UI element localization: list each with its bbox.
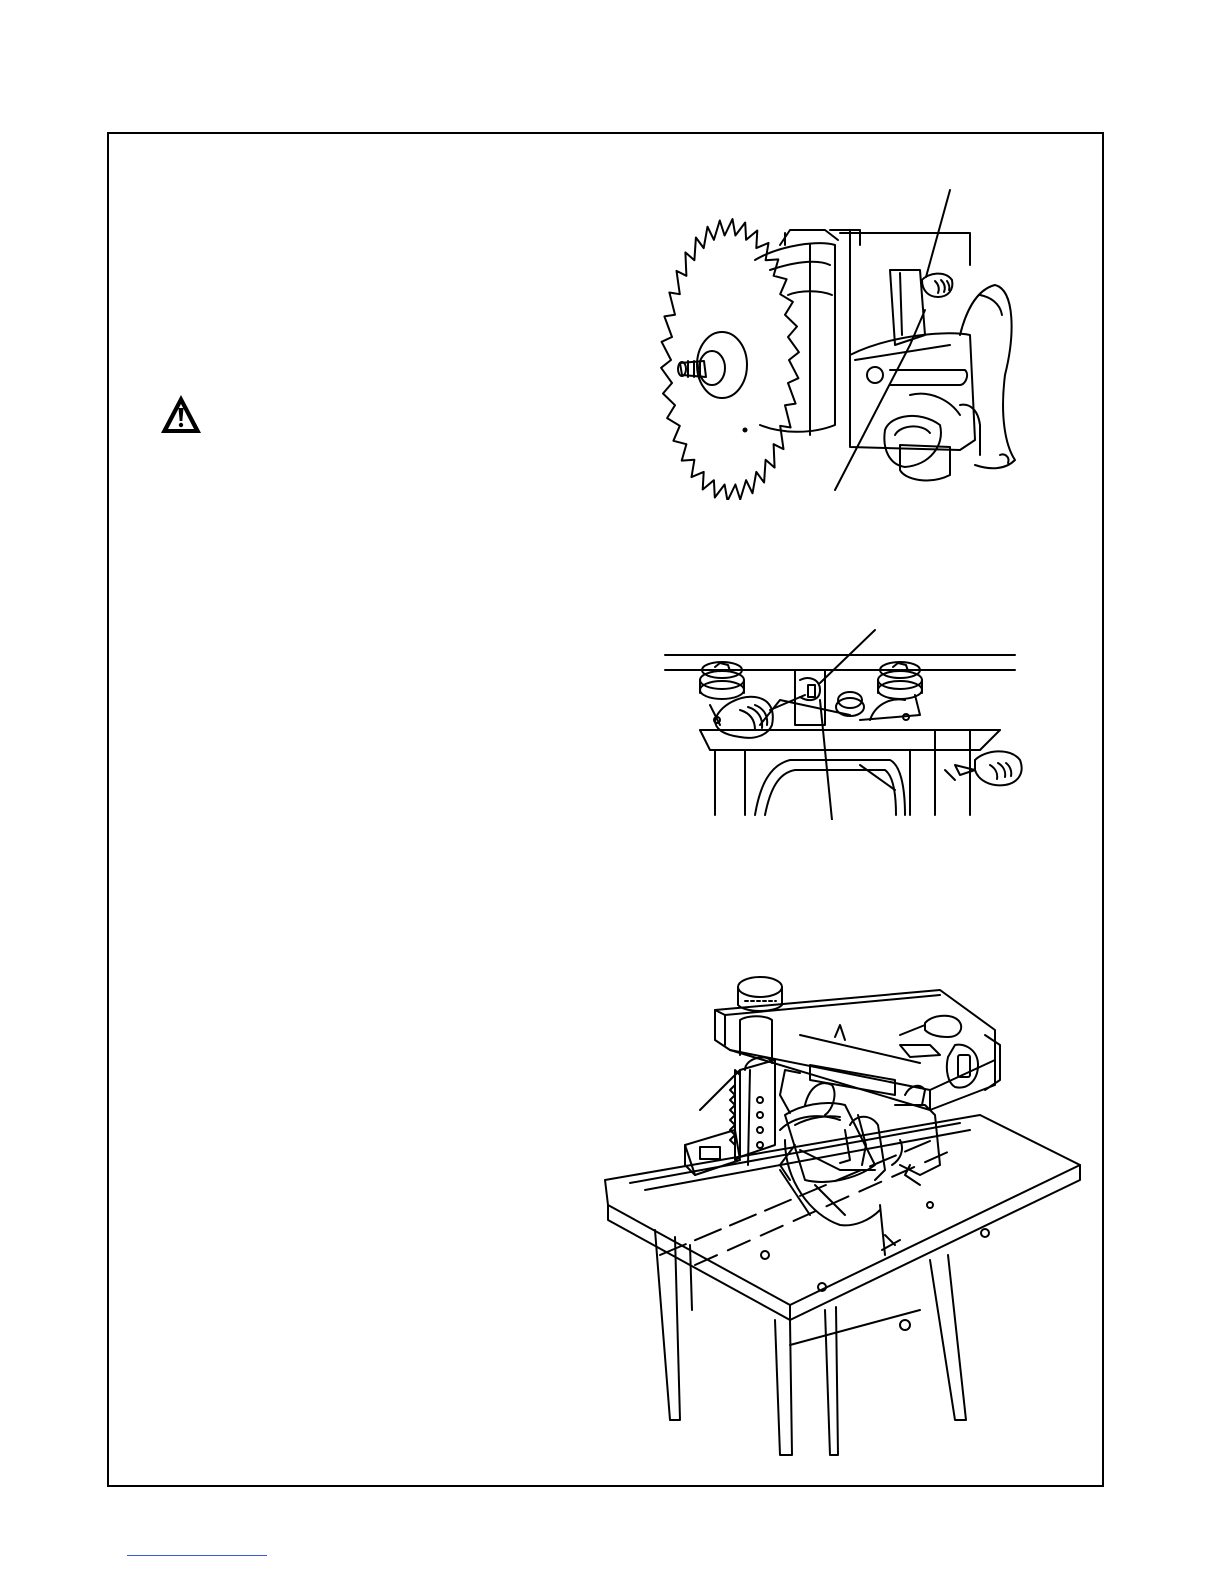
figure-carriage-detail — [660, 625, 1030, 820]
saw-blade — [661, 219, 799, 500]
warning-triangle-icon — [160, 394, 202, 434]
figure-blade-closeup — [660, 185, 1030, 500]
figure-radial-arm-saw — [600, 965, 1085, 1465]
footer-link-underline[interactable] — [127, 1555, 267, 1556]
leader-line-top — [820, 630, 875, 683]
